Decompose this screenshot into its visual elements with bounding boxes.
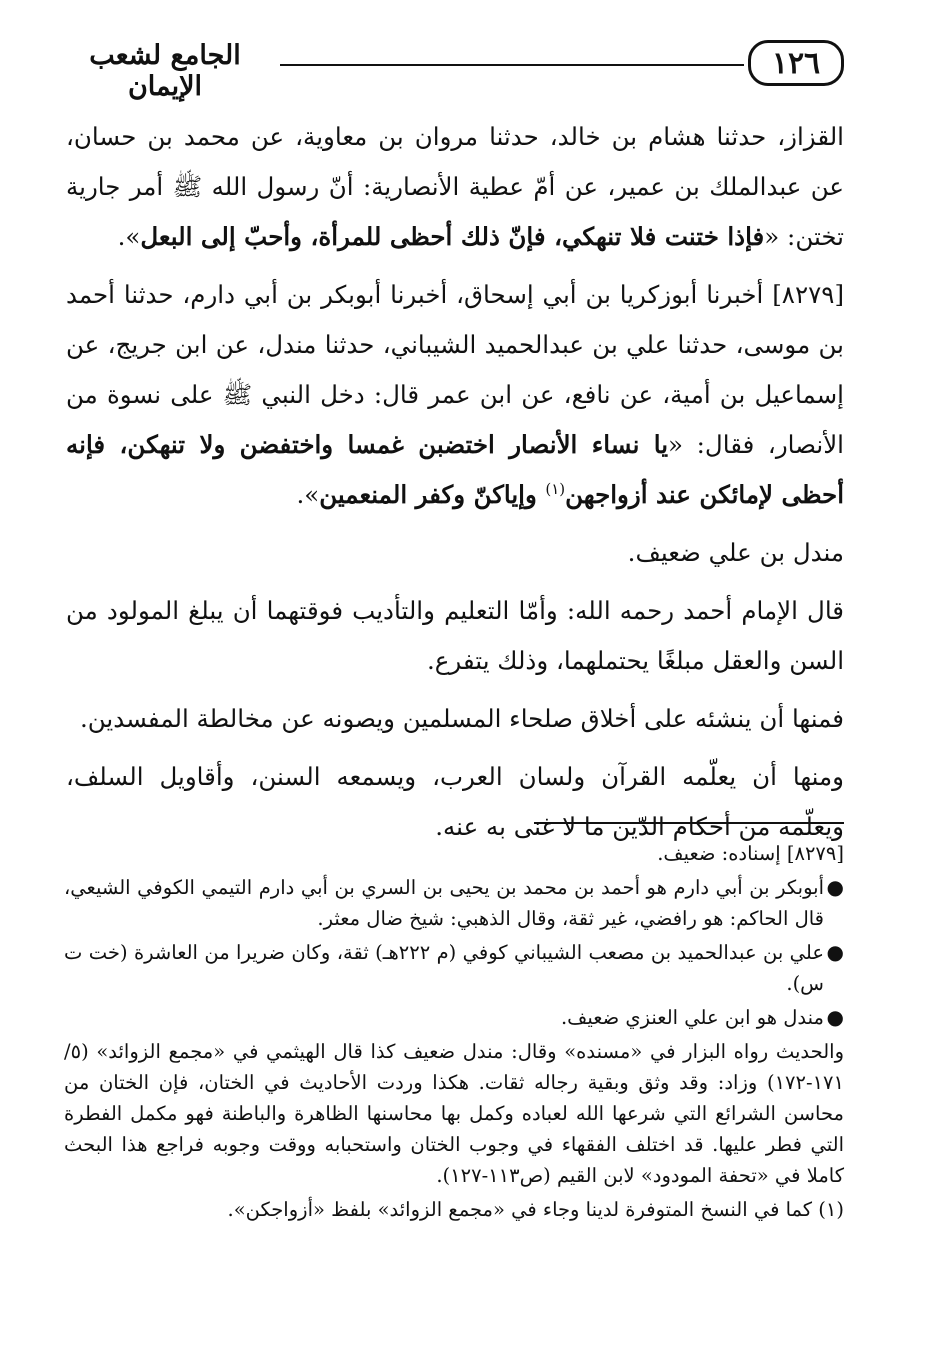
paragraph-1-end: ». (117, 222, 141, 251)
bullet-icon: ● (826, 940, 844, 964)
main-text (66, 112, 844, 860)
page-number: ١٢٦ (748, 40, 844, 86)
narrator-note-1-text: أبوبكر بن أبي دارم هو أحمد بن محمد بن يحيى بن السري بن أبي دارم التيمي الكوفي الشيعي، قال الحاكم: هو رافضي، غير ثقة، وقال الذهبي: شيخ ضال معثر. (64, 876, 824, 930)
narrator-note-2 (64, 937, 844, 999)
footnote-separator (534, 822, 844, 824)
footnotes (64, 838, 844, 1228)
page-header (60, 34, 844, 102)
hadith-text-1: فإذا ختنت فلا تنهكي، فإنّ ذلك أحظى للمرأة، وأحبّ إلى البعل (140, 222, 765, 251)
paragraph-4: قال الإمام أحمد رحمه الله: وأمّا التعليم والتأديب فوقتهما أن يبلغ المولود من السن والعقل مبلغًا يحتملهما، وذلك يتفرع. (66, 596, 844, 675)
paragraph-1-text: القزاز، حدثنا هشام بن خالد، حدثنا مروان بن معاوية، عن محمد بن حسان، عن عبدالملك بن عمير، عن أمّ عطية الأنصارية: أنّ رسول الله ﷺ أمر جارية تختن: « (66, 122, 844, 251)
hadith-note: والحديث رواه البزار في «مسنده» وقال: مندل ضعيف كذا قال الهيثمي في «مجمع الزوائد» (٥/ ١٧١-١٧٢) وزاد: وقد وثق وبقية رجاله ثقات. هكذا وردت الأحاديث في الختان، فإن الختان من محاسن الشرائع التي شرعها الله لعباده وكمل بها محاسنها الظاهرة والباطنة فهو مكمل الفطرة التي فطر عليها. قد اختلف الفقهاء في وجوب الختان واستحبابه ووقت وجوبه فراجع هذا البحث كاملا في «تحفة المودود» لابن القيم (ص١١٣-١٢٧). (64, 1040, 844, 1187)
narrator-note-3-text: مندل هو ابن علي العنزي ضعيف. (560, 1006, 824, 1029)
paragraph-3: مندل بن علي ضعيف. (627, 538, 844, 567)
bullet-icon: ● (826, 1005, 844, 1029)
hadith-text-2: يا نساء الأنصار اختضبن غمسا واختفضن ولا تنهكن، فإنه أحظى لإمائكن عند أزواجهن (66, 430, 844, 509)
paragraph-2-text: [٨٢٧٩] أخبرنا أبوزكريا بن أبي إسحاق، أخبرنا أبوبكر بن أبي دارم، حدثنا أحمد بن موسى، حدثنا علي بن عبدالحميد الشيباني، حدثنا مندل، عن ابن جريج، عن إسماعيل بن أمية، عن نافع، عن ابن عمر قال: دخل النبي ﷺ على نسوة من الأنصار، فقال: « (66, 280, 844, 459)
paragraph-1 (66, 112, 844, 262)
narrator-note-2-text: علي بن عبدالحميد بن مصعب الشيباني كوفي (م ٢٢٢هـ) ثقة، وكان ضريرا من العاشرة (خت ت س). (64, 941, 824, 995)
footnote-1: (١) كما في النسخ المتوفرة لدينا وجاء في «مجمع الزوائد» بلفظ «أزواجكن». (227, 1198, 844, 1221)
header-rule (280, 64, 744, 66)
isnad-note: [٨٢٧٩] إسناده: ضعيف. (657, 842, 844, 865)
paragraph-5: فمنها أن ينشئه على أخلاق صلحاء المسلمين ويصونه عن مخالطة المفسدين. (79, 704, 844, 733)
footnote-marker: (١) (545, 479, 566, 498)
narrator-note-3 (64, 1002, 844, 1033)
paragraph-2 (66, 270, 844, 520)
book-title: الجامع لشعب الإيمان (89, 40, 241, 102)
hadith-text-2-cont: وإياكنّ وكفر المنعمين (319, 480, 546, 509)
paragraph-6: ومنها أن يعلّمه القرآن ولسان العرب، ويسمعه السنن، وأقاويل السلف، ويعلّمه من أحكام الدّين ما لا غنى به عنه. (66, 762, 844, 841)
bullet-icon: ● (826, 875, 844, 899)
paragraph-2-end: ». (296, 480, 320, 509)
narrator-note-1 (64, 872, 844, 934)
